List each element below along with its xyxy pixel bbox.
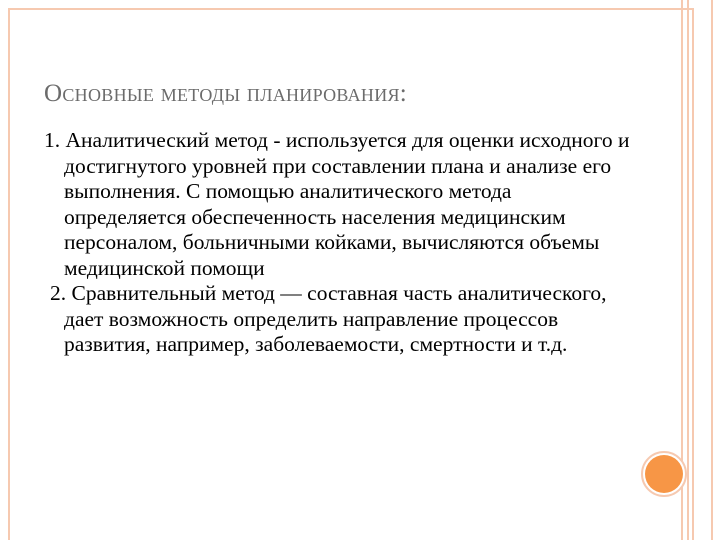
list-item-comparative-method: 2. Сравнительный метод — составная часть аналитического, дает возможность определить направление процессов развития, например, заболеваемости, смертности и т.д.: [50, 281, 607, 356]
slide-title: Основные методы планирования:: [44, 80, 408, 107]
right-decorative-line: [711, 0, 714, 540]
slide-body: [44, 128, 634, 358]
decorative-circle: [645, 455, 683, 493]
list-item-analytical-method: 1. Аналитический метод - используется для оценки исходного и достигнутого уровней при составлении плана и анализе его выполнения. С помощью аналитического метода определяется обеспеченность населения медицинским персоналом, больничными койками, вычисляются объемы медицинской помощи: [44, 128, 630, 280]
